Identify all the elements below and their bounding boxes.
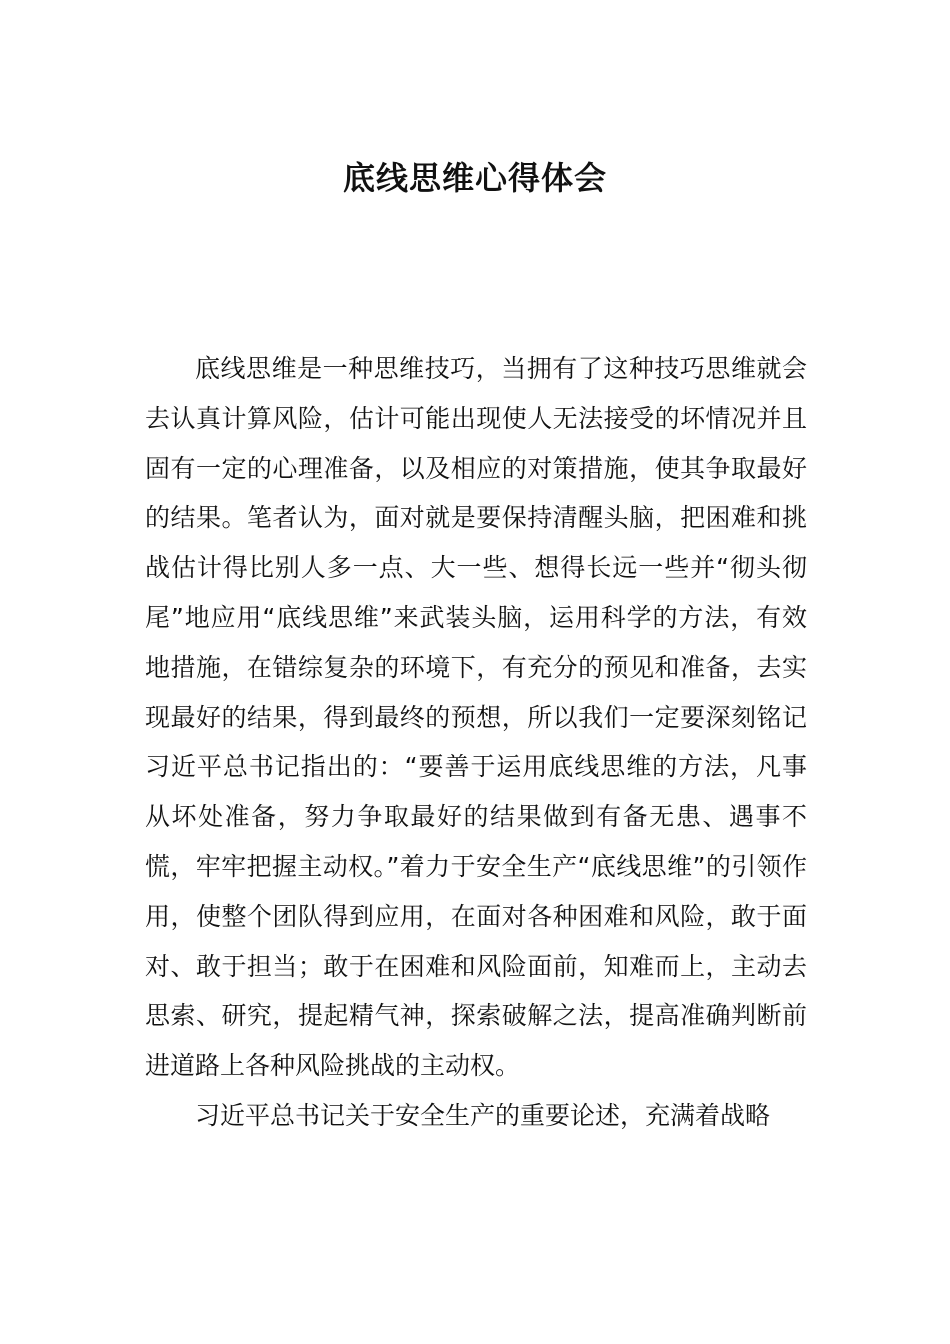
paragraph-1: 底线思维是一种思维技巧，当拥有了这种技巧思维就会去认真计算风险，估计可能出现使人无法接受的坏情况并且固有一定的心理准备，以及相应的对策措施，使其争取最好的结果。笔者认为，面对就是要保持清醒头脑，把困难和挑战估计得比别人多一点、大一些、想得长远一些并“彻头彻尾”地应用“底线思维”来武装头脑，运用科学的方法，有效地措施，在错综复杂的环境下，有充分的预见和准备，去实现最好的结果，得到最终的预想，所以我们一定要深刻铭记习近平总书记指出的：“要善于运用底线思维的方法，凡事从坏处准备，努力争取最好的结果做到有备无患、遇事不慌，牢牢把握主动权。”着力于安全生产“底线思维”的引领作用，使整个团队得到应用，在面对各种困难和风险，敢于面对、敢于担当；敢于在困难和风险面前，知难而上，主动去思索、研究，提起精气神，探索破解之法，提高准确判断前进道路上各种风险挑战的主动权。 xyxy=(145,354,807,1081)
document-body xyxy=(145,344,807,1141)
document-title: 底线思维心得体会 xyxy=(342,159,607,197)
paragraph-2: 习近平总书记关于安全生产的重要论述，充满着战略 xyxy=(195,1100,771,1130)
